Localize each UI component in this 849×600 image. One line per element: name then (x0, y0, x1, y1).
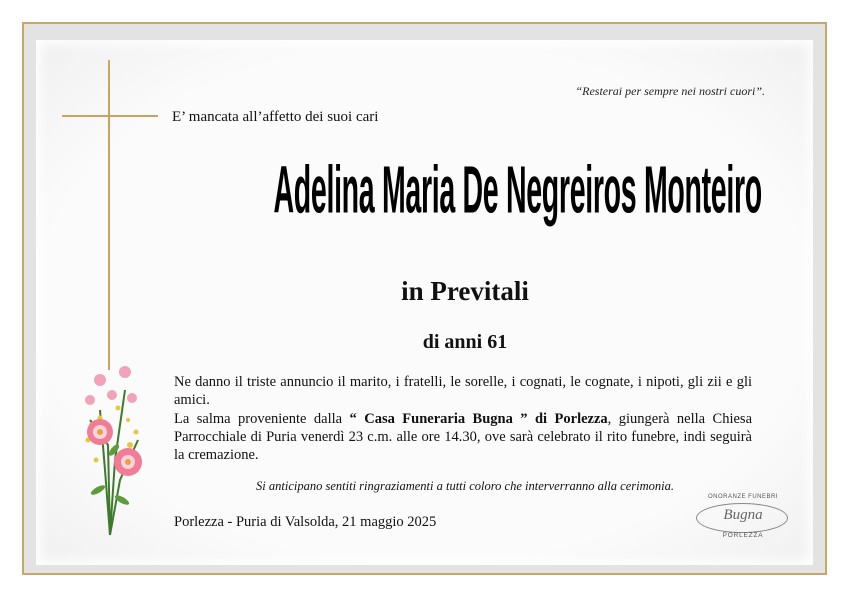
announcement-suffix: , giungerà nella Chiesa Parrocchiale di Puria venerdì 23 c.m. alle ore 14.30, ove sarà celebrato il rito funebre, indi seguirà la cremazione. (174, 411, 753, 463)
flower-bouquet-icon (70, 350, 160, 540)
deceased-name: Adelina Maria De Negreiros Monteiro (273, 151, 762, 227)
logo-script-text: Bugna (723, 507, 763, 523)
memorial-quote: “Resterai per sempre nei nostri cuori”. (575, 84, 765, 98)
logo-top-text: ONORANZE FUNEBRI (707, 494, 778, 500)
logo-bottom-text: PORLEZZA (722, 532, 764, 539)
funeral-home-logo (694, 494, 792, 540)
place-date: Porlezza - Puria di Valsolda, 21 maggio 2025 (174, 514, 437, 530)
married-name: in Previtali (401, 276, 529, 306)
announcement-body (174, 373, 752, 465)
funeral-home-name: “ Casa Funeraria Bugna ” di Porlezza (349, 411, 608, 427)
announcement-details (174, 410, 752, 464)
cross-icon-bar (62, 115, 158, 117)
announcement-prefix: La salma proveniente dalla (174, 411, 343, 427)
intro-line: E’ mancata all’affetto dei suoi cari (172, 109, 379, 125)
announcement-family: Ne danno il triste annuncio il marito, i fratelli, le sorelle, i cognati, le cognate, i nipoti, gli zii e gli amici. (174, 374, 752, 408)
cross-icon (108, 60, 110, 370)
thanks-line: Si anticipano sentiti ringraziamenti a tutti coloro che interverranno alla cerimonia. (256, 479, 674, 493)
age-line: di anni 61 (422, 331, 508, 353)
